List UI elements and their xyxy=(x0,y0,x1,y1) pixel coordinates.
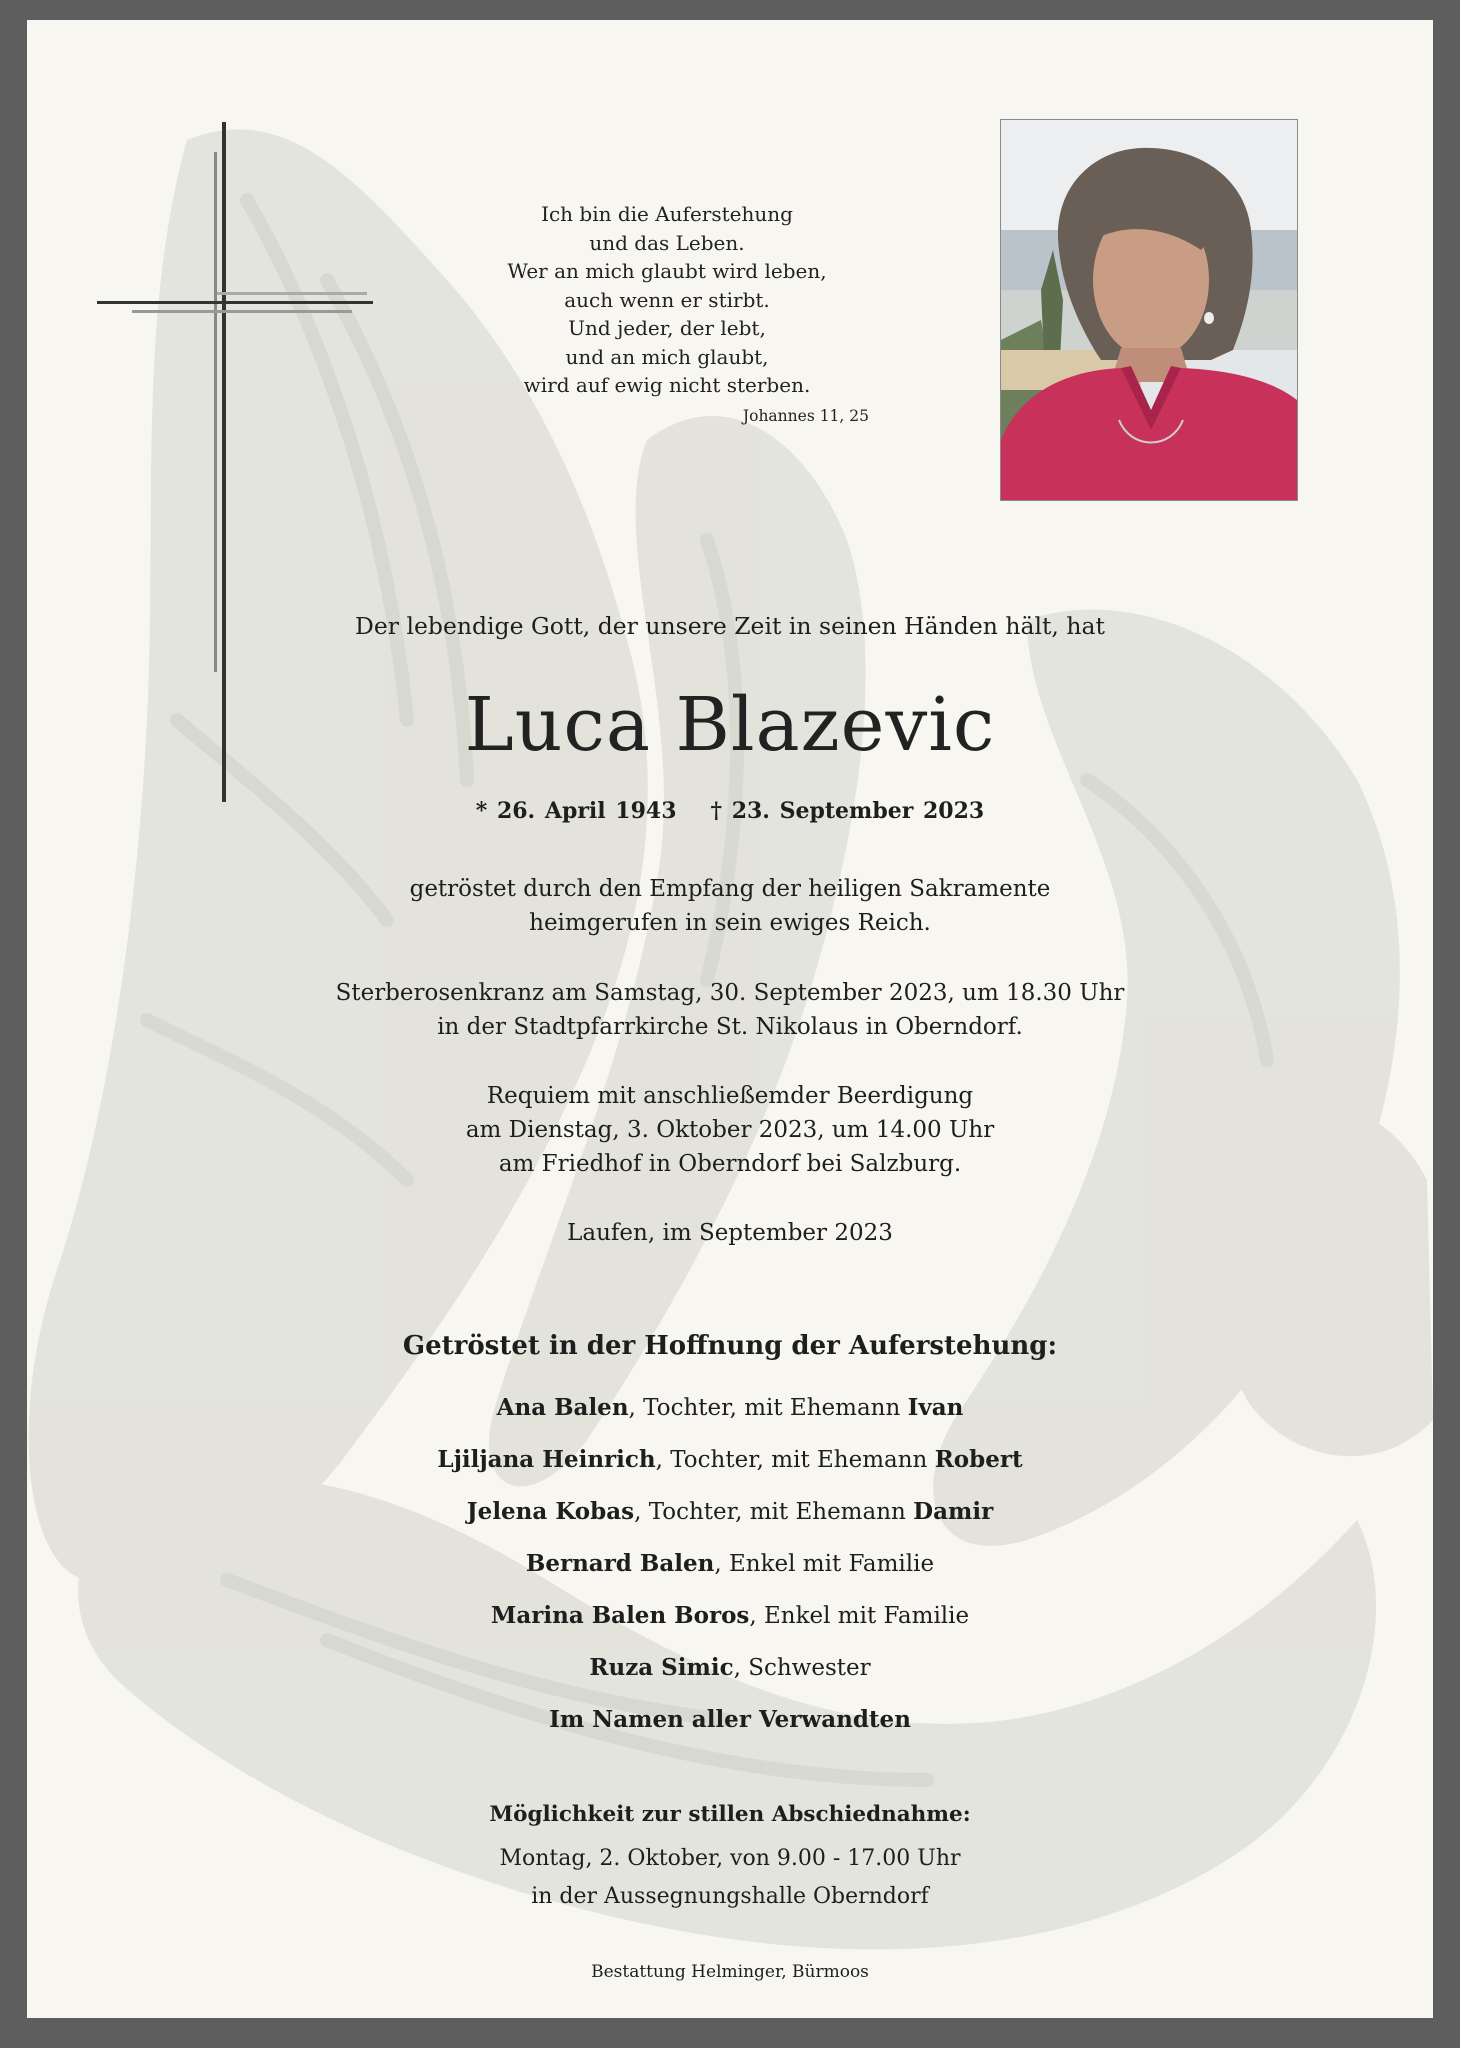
verse-line: wird auf ewig nicht sterben. xyxy=(523,373,811,397)
mourner-name: Bernard Balen xyxy=(525,1550,715,1577)
verse-line: Ich bin die Auferstehung xyxy=(541,202,793,226)
mourner-relation: , Tochter, mit Ehemann xyxy=(628,1395,908,1421)
mourner-row xyxy=(27,1486,1433,1538)
mourner-spouse: Damir xyxy=(913,1498,994,1525)
place-date-line xyxy=(27,1216,1433,1250)
mourner-row xyxy=(27,1590,1433,1642)
verse-line: und das Leben. xyxy=(589,230,745,255)
verse-line: auch wenn er stirbt. xyxy=(564,287,770,312)
portrait-photo xyxy=(1000,119,1298,501)
verse-line: und an mich glaubt, xyxy=(565,344,769,369)
mourner-spouse: Robert xyxy=(934,1446,1023,1473)
mourner-relation: , Enkel mit Familie xyxy=(714,1551,935,1577)
mourners-list xyxy=(27,1382,1433,1746)
text-line: Sterberosenkranz am Samstag, 30. September 2023, um 18.30 Uhr xyxy=(335,980,1125,1006)
mourner-row xyxy=(27,1382,1433,1434)
mourner-name: Ljiljana Heinrich xyxy=(437,1446,656,1473)
mourner-name: Ana Balen xyxy=(496,1394,629,1421)
mourner-spouse: Ivan xyxy=(907,1394,964,1421)
intro-line: Der lebendige Gott, der unsere Zeit in seinen Händen hält, hat xyxy=(355,612,1105,640)
mourner-row xyxy=(27,1694,1433,1746)
funeral-home: Bestattung Helminger, Bürmoos xyxy=(591,1962,869,1982)
rosary-paragraph xyxy=(27,976,1433,1044)
sacraments-paragraph xyxy=(27,872,1433,940)
farewell-heading: Möglichkeit zur stillen Abschiednahme: xyxy=(489,1802,971,1827)
verse-reference: Johannes 11, 25 xyxy=(742,406,869,425)
life-dates xyxy=(27,798,1433,824)
mourner-row xyxy=(27,1434,1433,1486)
farewell-details xyxy=(27,1840,1433,1916)
mourner-name: Im Namen aller Verwandten xyxy=(549,1706,911,1733)
mourners-heading: Getröstet in der Hoffnung der Auferstehung: xyxy=(402,1331,1058,1361)
text-line: Montag, 2. Oktober, von 9.00 - 17.00 Uhr xyxy=(499,1846,961,1871)
mourner-relation: , Tochter, mit Ehemann xyxy=(634,1499,914,1525)
mourner-name: Jelena Kobas xyxy=(466,1498,635,1525)
bible-verse xyxy=(457,200,877,430)
mourner-name: Marina Balen Boros xyxy=(490,1602,750,1629)
mourner-row xyxy=(27,1538,1433,1590)
death-date: † 23. September 2023 xyxy=(710,798,985,824)
text-line: Laufen, im September 2023 xyxy=(567,1220,893,1246)
text-line: getröstet durch den Empfang der heiligen Sakramente xyxy=(409,876,1051,902)
text-line: am Dienstag, 3. Oktober 2023, um 14.00 Uhr xyxy=(465,1117,995,1143)
deceased-name: Luca Blazevic xyxy=(464,682,996,768)
verse-line: Wer an mich glaubt wird leben, xyxy=(507,259,827,283)
requiem-paragraph xyxy=(27,1079,1433,1181)
text-line: am Friedhof in Oberndorf bei Salzburg. xyxy=(498,1151,962,1177)
text-line: heimgerufen in sein ewiges Reich. xyxy=(529,910,931,936)
mourner-relation: , Enkel mit Familie xyxy=(749,1603,970,1629)
mourner-name: Ruza Simic xyxy=(589,1654,734,1681)
text-line: in der Stadtpfarrkirche St. Nikolaus in Oberndorf. xyxy=(437,1014,1023,1040)
birth-date: * 26. April 1943 xyxy=(475,798,677,824)
mourner-relation: , Schwester xyxy=(733,1655,871,1681)
verse-line: Und jeder, der lebt, xyxy=(568,316,766,340)
text-line: in der Aussegnungshalle Oberndorf xyxy=(531,1884,929,1909)
obituary-page xyxy=(27,20,1433,2018)
text-line: Requiem mit anschließemder Beerdigung xyxy=(486,1083,974,1109)
mourner-row xyxy=(27,1642,1433,1694)
mourner-relation: , Tochter, mit Ehemann xyxy=(655,1447,935,1473)
